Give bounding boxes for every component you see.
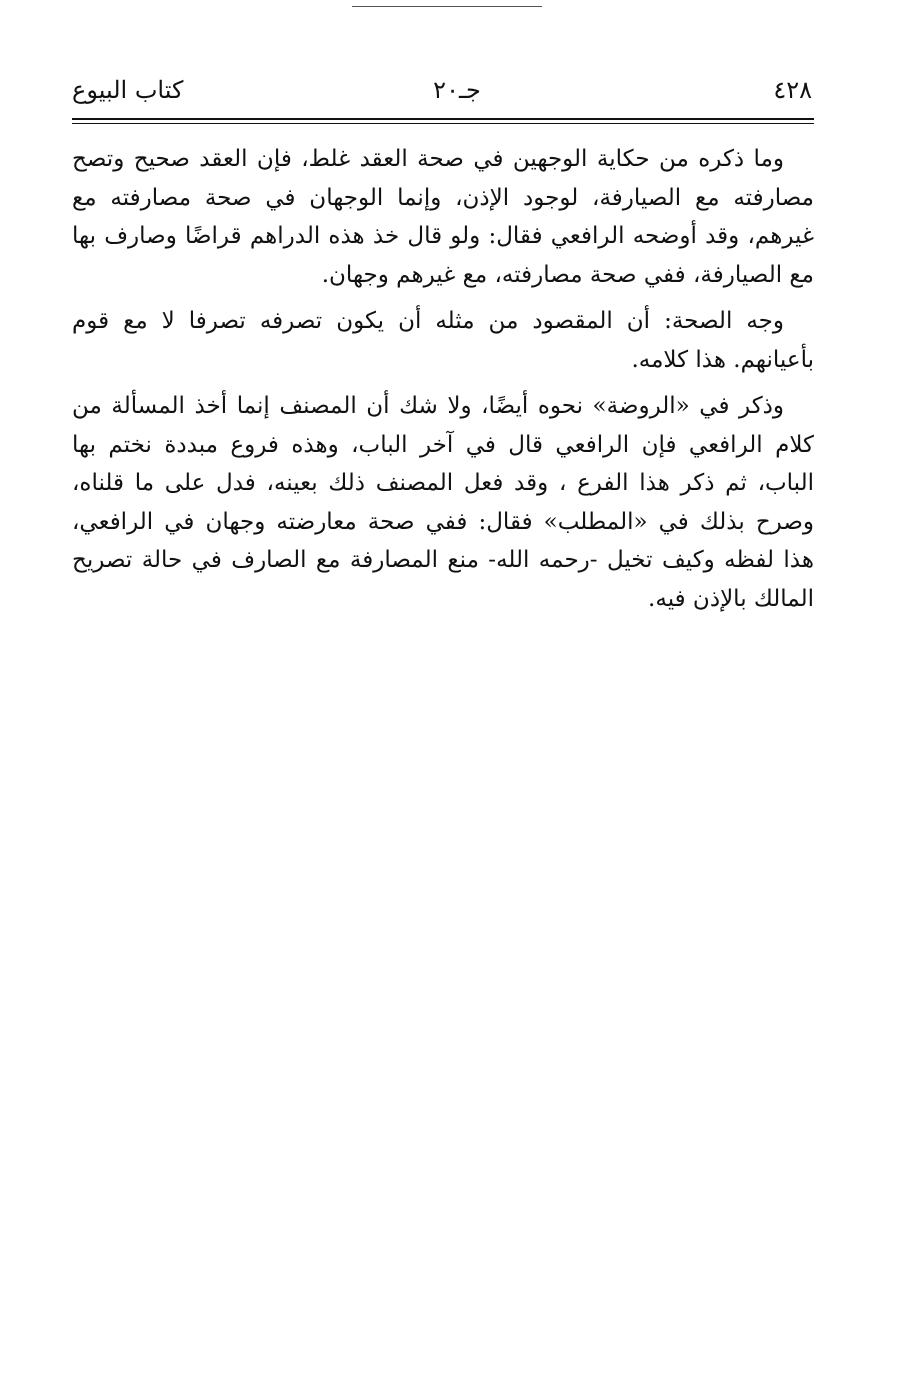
volume-number: جـ٢٠ (433, 76, 481, 104)
page-number: ٤٢٨ (773, 76, 812, 104)
paragraph-1: وما ذكره من حكاية الوجهين في صحة العقد غلط، فإن العقد صحيح وتصح مصارفته مع الصيارفة، لوجود الإذن، وإنما الوجهان في صحة مصارفته مع غيرهم، وقد أوضحه الرافعي فقال: ولو قال خذ هذه الدراهم قراضًا وصارف بها مع الصيارفة، ففي صحة مصارفته، مع غيرهم وجهان. (72, 146, 814, 288)
page-header (72, 76, 812, 116)
header-rule-thin (72, 123, 814, 124)
running-title: كتاب البيوع (72, 76, 184, 104)
header-rule-thick (72, 118, 814, 120)
top-decorative-rule (352, 6, 542, 7)
paragraph-2: وجه الصحة: أن المقصود من مثله أن يكون تصرفه تصرفا لا مع قوم بأعيانهم. هذا كلامه. (72, 308, 814, 373)
paragraph-3: وذكر في «الروضة» نحوه أيضًا، ولا شك أن المصنف إنما أخذ المسألة من كلام الرافعي فإن الرافعي قال في آخر الباب، وهذه فروع مبددة نختم بها الباب، ثم ذكر هذا الفرع ، وقد فعل المصنف ذلك بعينه، فدل على ما قلناه، وصرح بذلك في «المطلب» فقال: ففي صحة معارضته وجهان في الرافعي، هذا لفظه وكيف تخيل -رحمه الله- منع المصارفة مع الصارف في حالة تصريح المالك بالإذن فيه. (72, 393, 814, 612)
body-text (72, 140, 814, 618)
